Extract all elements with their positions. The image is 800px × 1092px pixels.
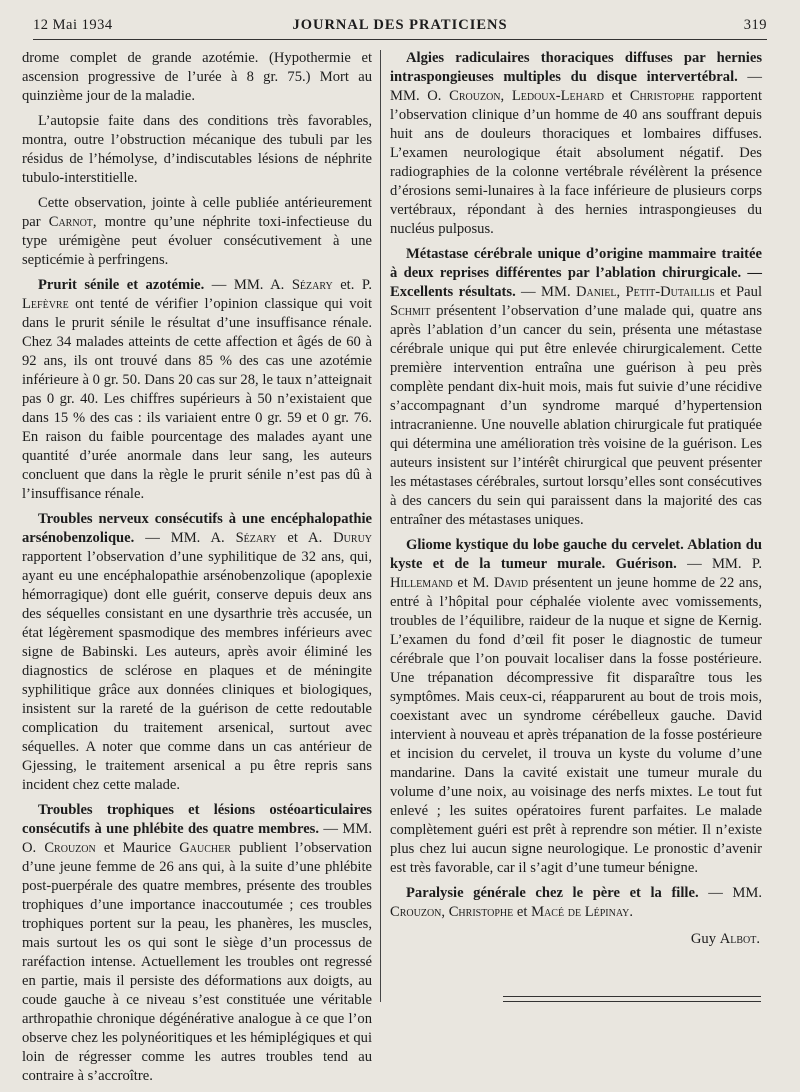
article-paralysie: Paralysie générale chez le père et la fille. — MM. Crouzon, Christophe et Macé de Lépinay. xyxy=(390,885,762,920)
left-column xyxy=(22,49,372,1092)
column-divider xyxy=(380,50,381,1002)
author-name: Sézary xyxy=(235,530,277,546)
issue-date: 12 Mai 1934 xyxy=(33,17,113,33)
author-name: Lefèvre xyxy=(22,296,69,312)
article-title: Troubles trophiques et lésions ostéoarticulaires consécutifs à une phlébite des quatre membres. xyxy=(22,802,372,837)
author-name: Hillemand xyxy=(390,575,453,591)
author-name: Duruy xyxy=(333,530,373,546)
article-title: Troubles nerveux consécutifs à une encéphalopathie arsénobenzolique. xyxy=(22,511,372,546)
article-title: Métastase cérébrale unique d’origine mammaire traitée à deux reprises différentes par l’ablation chirurgicale. — Excellents résultats. xyxy=(390,246,762,300)
article-title: Paralysie générale chez le père et la fille. xyxy=(406,885,699,901)
author-name: Ledoux-Lehard xyxy=(511,88,604,104)
journal-title: JOURNAL DES PRATICIENS xyxy=(292,17,508,33)
paragraph-autopsy: L’autopsie faite dans des conditions très favorables, montra, outre l’obstruction mécanique des tubuli par les résidus de l’hémolyse, d’indiscutables lésions de néphrite tubulo-interstitielle. xyxy=(22,113,372,186)
author-name: Schmit xyxy=(390,303,431,319)
article-metastase: Métastase cérébrale unique d’origine mammaire traitée à deux reprises différentes par l’ablation chirurgicale. — Excellents résultats. — MM. Daniel, Petit-Dutaillis et Paul Schmit présentent l’observation d’une malade qui, quatre ans après l’ablation d’un cancer du sein, présenta une métastase cérébrale unique qui put être enlevée chirurgicalement. Cette première intervention entraîna une guérison à peu près complète pendant dix-huit mois, mais fut suivie d’une récidive s’accompagnant d’un syndrome marqué d’hypertension intracranienne. Une nouvelle ablation chirurgicale fut pratiquée qui détermina une amélioration très voisine de la guérison. Les auteurs insistent sur l’intérêt chirurgical que peuvent présenter les métastases cérébrales, surtout lorsqu’elles sont consécutives à des cancers du sein qui paraissent dans la majorité des cas entraîner des métastases uniques. xyxy=(390,246,763,528)
article-algies: Algies radiculaires thoraciques diffuses par hernies intraspongieuses multiples du disque intervertébral. — MM. O. Crouzon, Ledoux-Lehard et Christophe rapportent l’observation clinique d’un homme de 40 ans souffrant depuis huit ans de douleurs thoraciques et lombaires diffuses. L’examen neurologique était absolument négatif. Des radiographies de la colonne vertébrale révélèrent la présence d’érosions semi-lunaires à la face inférieure de plusieurs corps vertébraux, répondant à des hernies intraspongieuses du nucléus pulposus. xyxy=(390,50,763,237)
author-name: Crouzon xyxy=(449,88,501,104)
article-title: Algies radiculaires thoraciques diffuses par hernies intraspongieuses multiples du disque intervertébral. xyxy=(390,50,762,85)
author-name: Gaucher xyxy=(179,840,231,856)
author-name: Daniel xyxy=(575,284,617,300)
end-rule xyxy=(503,996,761,1002)
article-troubles-trophiques: Troubles trophiques et lésions ostéoarticulaires consécutifs à une phlébite des quatre membres. — MM. O. Crouzon et Maurice Gaucher publient l’observation d’une jeune femme de 26 ans qui, à la suite d’une phlébite post-puerpérale des quatre membres, présente des troubles trophiques d’une importance inaccoutumée ; ces troubles trophiques portent sur la peau, les phanères, les muscles, mais surtout les os qui sont le siège d’un processus de raréfaction intense. Actuellement les troubles ont regressé en partie, mais il persiste des déformations aux doigts, au coude gauche à ce niveau s’est constituée une véritable arthropathie chronique dégénérative analogue à ce que l’on observe chez les polynéoritiques et les hémiplégiques et qui loin de régresser comme les autres troubles tend au contraire à s’accroître. xyxy=(22,802,372,1084)
article-title: Gliome kystique du lobe gauche du cervelet. Ablation du kyste et de la tumeur murale. Guérison. xyxy=(390,537,762,572)
page-header xyxy=(33,17,767,40)
paragraph-observation: Cette observation, jointe à celle publiée antérieurement par Carnot, montre qu’une néphrite toxi-infectieuse du type urémigène peut évoluer consécutivement à une septicémie à perfringens. xyxy=(22,195,372,268)
author-name: Sézary xyxy=(291,277,333,293)
author-name: Crouzon xyxy=(44,840,96,856)
article-title: Prurit sénile et azotémie. xyxy=(38,277,205,293)
article-prurit: Prurit sénile et azotémie. — MM. A. Sézary et. P. Lefèvre ont tenté de vérifier l’opinion classique qui voit dans le prurit sénile le résultat d’une insuffisance rénale. Chez 34 malades atteints de cette affection et âgés de 60 à 92 ans, ils ont trouvé dans 85 % des cas une azotémie inférieure à 0 gr. 50. Dans 20 cas sur 28, le taux n’atteignait pas 0 gr. 40. Les chiffres supérieurs à 50 n’existaient que dans 15 % des cas : ils variaient entre 0 gr. 59 et 0 gr. 76. En raison du faible pourcentage des malades ayant une quantité d’urée anormale dans leur sang, les auteurs concluent que dans la règle le prurit sénile n’est pas dû à l’insuffisance rénale. xyxy=(22,277,373,502)
author-name: Christophe xyxy=(448,904,514,920)
author-name: Christophe xyxy=(629,88,695,104)
article-gliome: Gliome kystique du lobe gauche du cervelet. Ablation du kyste et de la tumeur murale. Guérison. — MM. P. Hillemand et M. David présentent un jeune homme de 22 ans, entré à l’hôpital pour céphalée violente avec vomissements, troubles de l’équilibre, raideur de la nuque et signe de Kernig. L’examen du fond d’œil fit poser le diagnostic de tumeur cérébrale que l’on pouvait localiser dans la fosse postérieure. Une trépanation décompressive fit disparaître tous les symptômes. Mais ceux-ci, réapparurent au bout de trois mois, coexistant avec un syndrome cérébelleux gauche. David intervient à nouveau et après trépanation de la fosse postérieure et incision du cervelet, il trouva un kyste du volume d’une mandarine. Dans la cavité existait une tumeur murale du volume d’une noix, au voisinage des nerfs mixtes. Le tout fut enlevé ; les suites opératoires furent parfaites. Le malade complètement guéri est prêt à reprendre son métier. Il n’existe plus chez lui aucun signe neurologique. Le pronostic d’avenir est très favorable, car il s’agit d’une tumeur bénigne. xyxy=(390,537,763,876)
author-name: Macé de Lépinay xyxy=(531,904,630,920)
author-name: Petit-Dutaillis xyxy=(625,284,715,300)
author-name: Carnot xyxy=(48,214,93,230)
page-number: 319 xyxy=(743,17,767,33)
paragraph-continuation: drome complet de grande azotémie. (Hypothermie et ascension progressive de l’urée à 8 gr. 75.) Mort au quinzième jour de la maladie. xyxy=(22,50,372,104)
author-signature: Guy Albot. xyxy=(690,931,760,947)
right-column xyxy=(390,49,762,955)
author-name: David xyxy=(493,575,529,591)
article-troubles-nerveux: Troubles nerveux consécutifs à une encéphalopathie arsénobenzolique. — MM. A. Sézary et A. Duruy rapportent l’observation d’une syphilitique de 32 ans, qui, ayant eu une encéphalopathie arsénobenzolique (apoplexie hémorragique) dont elle guérit, conserve depuis deux ans des séquelles consistant en une dysarthrie très accusée, un état légèrement spasmodique des membres inférieurs avec signe de Babinski. Les auteurs, après avoir éliminé les diagnostics de sclérose en plaques et de méningite syphilitique grâce aux données cliniques et biologiques, insistent sur la rareté de la guérison de cette redoutable complication du traitement arsenical, surtout avec séquelles. A noter que comme dans un cas antérieur de Gjessing, le traitement arsenical a pu être repris sans incident chez cette malade. xyxy=(22,511,373,793)
author-name: Crouzon xyxy=(390,904,442,920)
